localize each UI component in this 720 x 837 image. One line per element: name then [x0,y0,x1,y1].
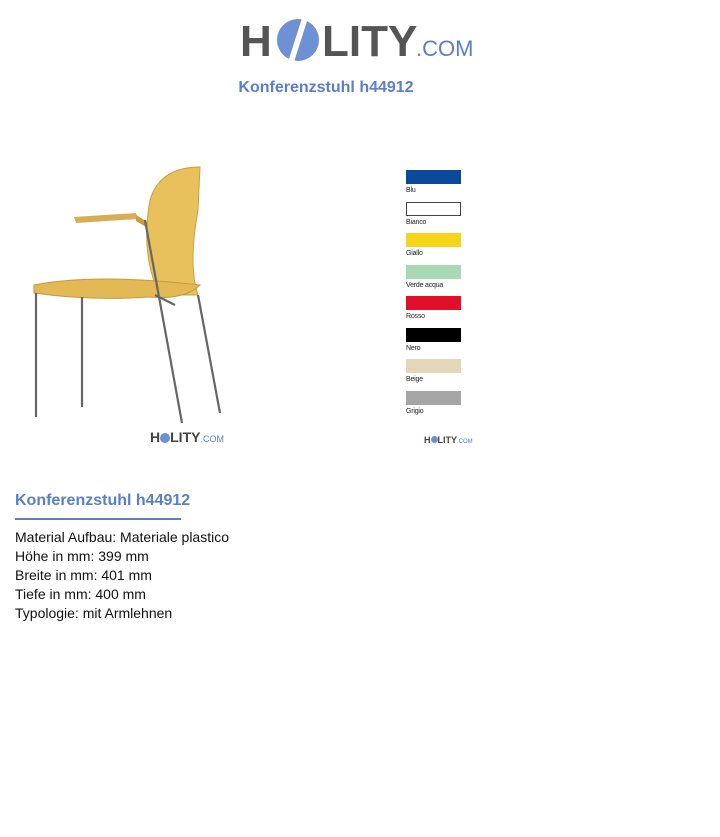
color-swatch-list [406,170,486,422]
color-swatch-item [406,233,486,265]
color-swatch-item [406,391,486,423]
color-swatch-item [406,328,486,360]
spec-height: Höhe in mm: 399 mm [15,548,149,564]
chair-image-logo: H LITY.COM [150,429,224,445]
color-swatch [406,296,461,310]
color-swatch-label: Blu [406,187,416,194]
mini-circle-icon [160,433,170,443]
chair-image [0,155,260,455]
color-swatch-label: Rosso [406,313,425,320]
color-swatch-item [406,296,486,328]
spec-width: Breite in mm: 401 mm [15,567,152,583]
spec-material: Material Aufbau: Materiale plastico [15,529,229,545]
color-swatch [406,202,461,216]
color-swatch [406,328,461,342]
logo-circle-icon [277,18,319,62]
color-swatch-label: Beige [406,376,423,383]
swatch-image-logo: H LITY.COM [424,435,473,445]
color-swatch [406,265,461,279]
page-title: Konferenzstuhl h44912 [238,79,414,96]
product-specs [15,528,229,623]
spec-type: Typologie: mit Armlehnen [15,605,173,621]
color-swatch-item [406,265,486,297]
logo-letter-h: H [240,17,272,66]
color-swatch [406,170,461,184]
mini-circle-icon [431,436,438,443]
color-swatch-label: Verde acqua [406,281,444,289]
color-swatch [406,233,461,247]
color-swatch-label: Grigio [406,407,424,415]
color-swatch-item [406,170,486,202]
color-swatch-item [406,359,486,391]
holity-logo [240,12,485,68]
title-underline [15,518,181,520]
color-swatch-label: Giallo [406,250,423,257]
product-title: Konferenzstuhl h44912 [15,492,191,509]
color-swatch [406,391,461,405]
logo-suffix: .COM [416,36,474,61]
logo-letters-lity: LITY [322,17,418,66]
color-swatch-label: Bianco [406,218,427,226]
color-swatch [406,359,461,373]
spec-depth: Tiefe in mm: 400 mm [15,586,146,602]
color-swatch-item [406,202,486,234]
color-swatch-label: Nero [406,344,421,352]
